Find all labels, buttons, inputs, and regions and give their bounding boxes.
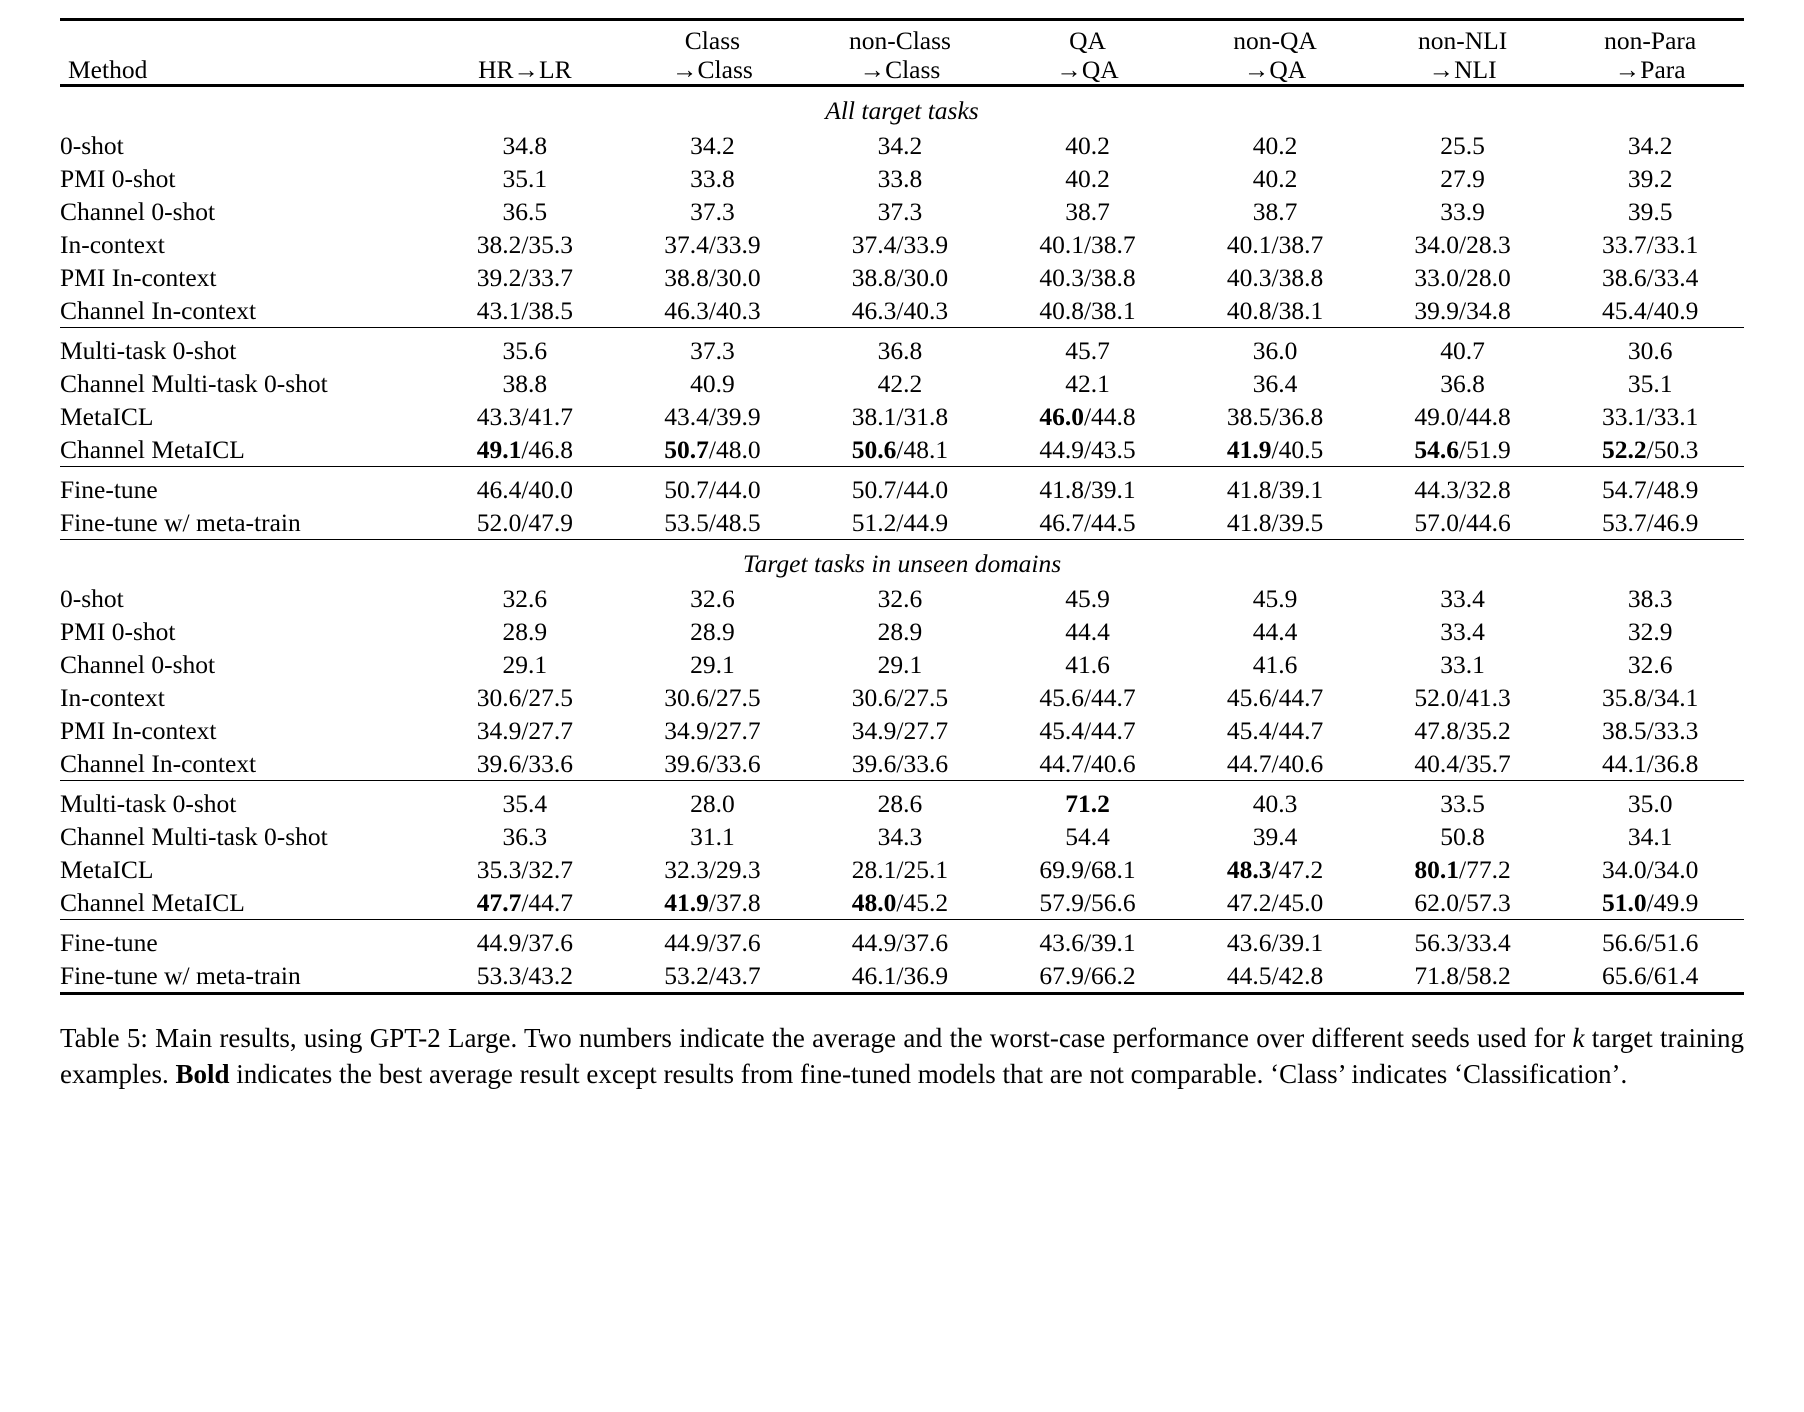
row-method-label: PMI 0-shot: [60, 164, 176, 194]
row-value: 41.8/39.1: [1039, 475, 1136, 505]
row-value: 40.4/35.7: [1414, 749, 1511, 779]
row-method-label: Channel Multi-task 0-shot: [60, 369, 328, 399]
row-value: 45.6/44.7: [1039, 683, 1136, 713]
row-value: 41.6: [1065, 650, 1110, 680]
caption-bold-word: Bold: [175, 1058, 230, 1089]
row-value: 39.6/33.6: [664, 749, 761, 779]
column-header-class-class: [619, 27, 807, 86]
row-value: 50.7/44.0: [851, 475, 949, 505]
table-row: [60, 681, 1744, 714]
row-value: 44.9/37.6: [664, 928, 761, 958]
row-value: 43.6/39.1: [1226, 928, 1324, 958]
row-value: 28.9: [502, 617, 548, 647]
row-value: 34.0/28.3: [1414, 230, 1511, 260]
row-value: 32.6: [502, 584, 548, 614]
row-value: 47.7/44.7: [476, 888, 574, 918]
row-value: 45.4/40.9: [1602, 296, 1699, 326]
row-value: 30.6/27.5: [664, 683, 761, 713]
row-value: 40.9: [690, 369, 735, 399]
header-line1: QA: [1069, 26, 1106, 55]
row-value: 38.8: [502, 369, 548, 399]
row-value: 47.8/35.2: [1414, 716, 1511, 746]
row-value: 39.5: [1627, 197, 1673, 227]
row-value: 33.9: [1440, 197, 1485, 227]
row-value: 52.0/47.9: [476, 508, 574, 538]
row-value: 37.3: [877, 197, 923, 227]
row-value: 40.3/38.8: [1226, 263, 1324, 293]
table-row: [60, 506, 1744, 540]
row-method-label: Fine-tune w/ meta-train: [60, 508, 301, 538]
row-value: 38.8/30.0: [664, 263, 761, 293]
row-value: 50.8: [1440, 822, 1485, 852]
row-method-label: PMI 0-shot: [60, 617, 176, 647]
row-value: 44.9/43.5: [1039, 435, 1136, 465]
row-value: 40.1/38.7: [1226, 230, 1324, 260]
row-value: 71.2: [1065, 789, 1110, 819]
row-value: 38.1/31.8: [851, 402, 949, 432]
row-value: 33.5: [1440, 789, 1485, 819]
row-value: 37.3: [690, 197, 735, 227]
header-line2: →Class: [672, 54, 753, 84]
row-value: 38.5/36.8: [1226, 402, 1324, 432]
row-value: 36.5: [502, 197, 548, 227]
row-value: 34.2: [877, 131, 923, 161]
row-value: 35.0: [1627, 789, 1673, 819]
row-value: 35.6: [502, 336, 548, 366]
header-line1: non-Class: [848, 26, 951, 55]
table-body: [60, 93, 1744, 999]
row-method-label: In-context: [60, 683, 165, 713]
section-title-row: [60, 546, 1744, 582]
row-value: 46.0/44.8: [1039, 402, 1136, 432]
row-value: 45.4/44.7: [1226, 716, 1324, 746]
row-value: 35.8/34.1: [1602, 683, 1699, 713]
row-value: 35.3/32.7: [476, 855, 574, 885]
row-value: 31.1: [690, 822, 735, 852]
row-value: 38.7: [1065, 197, 1110, 227]
row-value: 62.0/57.3: [1414, 888, 1511, 918]
caption-part3: indicates the best average result except results from fine-tuned models that are not comparable. ‘Class’ indicates ‘Classification’.: [229, 1058, 1628, 1089]
row-value: 46.1/36.9: [851, 961, 949, 991]
row-value: 40.2: [1065, 164, 1110, 194]
caption-part2: target training examples.: [60, 1023, 1744, 1089]
row-value: 44.4: [1065, 617, 1110, 647]
row-value: 39.6/33.6: [476, 749, 574, 779]
column-header-nonclass-class: [806, 27, 994, 86]
row-value: 34.9/27.7: [664, 716, 761, 746]
section-title-row: [60, 93, 1744, 129]
row-value: 49.1/46.8: [476, 435, 574, 465]
row-value: 50.7/44.0: [664, 475, 761, 505]
row-value: 40.2: [1065, 131, 1110, 161]
row-value: 44.9/37.6: [851, 928, 949, 958]
row-value: 39.6/33.6: [851, 749, 949, 779]
row-method-label: Channel 0-shot: [60, 650, 216, 680]
row-value: 29.1: [877, 650, 923, 680]
row-value: 57.0/44.6: [1414, 508, 1511, 538]
table-row: [60, 615, 1744, 648]
header-rule: [60, 86, 1744, 94]
column-header-nonpara-para: [1556, 27, 1744, 86]
row-value: 54.4: [1065, 822, 1110, 852]
row-method-label: Channel Multi-task 0-shot: [60, 822, 328, 852]
row-value: 38.2/35.3: [476, 230, 574, 260]
row-value: 39.9/34.8: [1414, 296, 1511, 326]
row-value: 40.2: [1252, 131, 1298, 161]
row-value: 50.7/48.0: [664, 435, 761, 465]
column-header-qa-qa: [994, 27, 1182, 86]
column-header-nonqa-qa: [1181, 27, 1369, 86]
row-value: 35.4: [502, 789, 548, 819]
table-row: [60, 334, 1744, 367]
row-value: 46.7/44.5: [1039, 508, 1136, 538]
header-line2: →NLI: [1428, 54, 1497, 84]
caption-label: Table 5:: [60, 1023, 148, 1054]
row-value: 40.2: [1252, 164, 1298, 194]
row-value: 39.2/33.7: [476, 263, 574, 293]
row-value: 46.3/40.3: [664, 296, 761, 326]
row-value: 34.2: [1627, 131, 1673, 161]
header-line2: →Class: [859, 54, 941, 84]
table-row: [60, 582, 1744, 615]
row-value: 44.7/40.6: [1226, 749, 1324, 779]
row-value: 37.4/33.9: [664, 230, 761, 260]
table-row: [60, 367, 1744, 400]
section-title: All target tasks: [825, 96, 979, 126]
row-value: 41.8/39.1: [1226, 475, 1324, 505]
row-value: 28.1/25.1: [851, 855, 949, 885]
table-row: [60, 129, 1744, 162]
row-value: 46.3/40.3: [851, 296, 949, 326]
row-value: 54.7/48.9: [1602, 475, 1699, 505]
row-value: 45.4/44.7: [1039, 716, 1136, 746]
row-value: 32.6: [690, 584, 735, 614]
row-value: 38.3: [1627, 584, 1673, 614]
row-value: 40.7: [1440, 336, 1485, 366]
row-value: 44.4: [1252, 617, 1298, 647]
row-value: 33.0/28.0: [1414, 263, 1511, 293]
row-value: 47.2/45.0: [1226, 888, 1324, 918]
row-value: 48.3/47.2: [1226, 855, 1324, 885]
row-value: 40.8/38.1: [1226, 296, 1324, 326]
header-line1: non-Para: [1604, 26, 1697, 55]
table-row: [60, 648, 1744, 681]
table-row: [60, 294, 1744, 328]
row-value: 30.6/27.5: [476, 683, 574, 713]
row-value: 44.1/36.8: [1602, 749, 1699, 779]
row-value: 44.7/40.6: [1039, 749, 1136, 779]
row-value: 36.8: [1440, 369, 1485, 399]
row-value: 32.9: [1627, 617, 1673, 647]
row-value: 53.7/46.9: [1602, 508, 1699, 538]
row-method-label: Fine-tune: [60, 928, 158, 958]
row-method-label: Channel MetaICL: [60, 888, 245, 918]
row-method-label: Channel MetaICL: [60, 435, 245, 465]
row-value: 34.0/34.0: [1602, 855, 1699, 885]
row-value: 33.1: [1440, 650, 1485, 680]
row-value: 40.3/38.8: [1039, 263, 1136, 293]
header-line1: HR→LR: [478, 54, 572, 84]
row-value: 33.4: [1440, 617, 1485, 647]
row-value: 43.3/41.7: [476, 402, 574, 432]
row-method-label: PMI In-context: [60, 716, 217, 746]
row-value: 33.1/33.1: [1602, 402, 1699, 432]
row-value: 40.8/38.1: [1039, 296, 1136, 326]
row-value: 71.8/58.2: [1414, 961, 1511, 991]
header-line2: →QA: [1056, 54, 1119, 84]
row-value: 33.8: [690, 164, 735, 194]
row-value: 40.1/38.7: [1039, 230, 1136, 260]
row-value: 45.9: [1252, 584, 1298, 614]
row-method-label: Multi-task 0-shot: [60, 789, 237, 819]
table-row: [60, 747, 1744, 781]
row-method-label: PMI In-context: [60, 263, 217, 293]
row-value: 44.3/32.8: [1414, 475, 1511, 505]
row-method-label: Channel In-context: [60, 749, 257, 779]
row-value: 43.1/38.5: [476, 296, 574, 326]
row-method-label: MetaICL: [60, 855, 154, 885]
row-value: 48.0/45.2: [851, 888, 949, 918]
row-value: 32.3/29.3: [664, 855, 761, 885]
row-value: 45.6/44.7: [1226, 683, 1324, 713]
table-caption: [60, 1021, 1744, 1092]
row-value: 38.7: [1252, 197, 1298, 227]
table-head: [60, 20, 1744, 94]
section-title: Target tasks in unseen domains: [742, 549, 1062, 579]
row-value: 38.8/30.0: [851, 263, 949, 293]
column-header-nonnli-nli: [1369, 27, 1557, 86]
row-value: 34.3: [877, 822, 923, 852]
row-value: 30.6/27.5: [851, 683, 949, 713]
row-value: 52.0/41.3: [1414, 683, 1511, 713]
row-value: 42.2: [877, 369, 923, 399]
row-value: 69.9/68.1: [1039, 855, 1136, 885]
row-value: 53.5/48.5: [664, 508, 761, 538]
caption-italic-k: k: [1572, 1023, 1585, 1054]
row-value: 44.9/37.6: [476, 928, 574, 958]
row-value: 56.6/51.6: [1602, 928, 1699, 958]
row-method-label: MetaICL: [60, 402, 154, 432]
row-value: 43.6/39.1: [1039, 928, 1136, 958]
header-line1: Method: [68, 54, 148, 84]
caption-part1: Main results, using GPT-2 Large. Two numbers indicate the average and the worst-case performance over different seeds used for: [147, 1023, 1573, 1054]
table-row: [60, 926, 1744, 959]
row-value: 28.0: [690, 789, 735, 819]
row-value: 27.9: [1440, 164, 1485, 194]
row-value: 44.5/42.8: [1226, 961, 1324, 991]
row-value: 36.8: [877, 336, 923, 366]
row-method-label: Fine-tune w/ meta-train: [60, 961, 301, 991]
row-value: 37.4/33.9: [851, 230, 949, 260]
table-row: [60, 433, 1744, 467]
row-value: 52.2/50.3: [1602, 435, 1699, 465]
row-value: 54.6/51.9: [1414, 435, 1511, 465]
bottom-rule: [60, 994, 1744, 1000]
row-value: 41.9/40.5: [1226, 435, 1324, 465]
table-row: [60, 162, 1744, 195]
header-line2: →QA: [1243, 54, 1307, 84]
table-row: [60, 473, 1744, 506]
results-table: [60, 18, 1744, 999]
row-value: 36.3: [502, 822, 548, 852]
row-method-label: Channel In-context: [60, 296, 257, 326]
row-value: 80.1/77.2: [1414, 855, 1511, 885]
row-method-label: 0-shot: [60, 584, 124, 614]
row-value: 32.6: [877, 584, 923, 614]
row-method-label: Multi-task 0-shot: [60, 336, 237, 366]
row-method-label: Fine-tune: [60, 475, 158, 505]
row-value: 38.6/33.4: [1602, 263, 1699, 293]
row-value: 50.6/48.1: [851, 435, 949, 465]
table-row: [60, 400, 1744, 433]
row-value: 32.6: [1627, 650, 1673, 680]
row-value: 65.6/61.4: [1602, 961, 1699, 991]
row-value: 45.9: [1065, 584, 1110, 614]
row-value: 56.3/33.4: [1414, 928, 1511, 958]
row-value: 33.4: [1440, 584, 1485, 614]
table-row: [60, 959, 1744, 994]
row-value: 53.2/43.7: [664, 961, 761, 991]
row-method-label: 0-shot: [60, 131, 124, 161]
row-value: 37.3: [690, 336, 735, 366]
row-value: 45.7: [1065, 336, 1110, 366]
table-row: [60, 195, 1744, 228]
table-row: [60, 228, 1744, 261]
row-value: 34.1: [1627, 822, 1673, 852]
row-value: 33.8: [877, 164, 923, 194]
row-value: 42.1: [1065, 369, 1110, 399]
row-value: 36.4: [1252, 369, 1298, 399]
row-value: 67.9/66.2: [1039, 961, 1136, 991]
table-row: [60, 261, 1744, 294]
table-row: [60, 787, 1744, 820]
table-row: [60, 886, 1744, 920]
row-value: 34.9/27.7: [851, 716, 949, 746]
row-value: 28.9: [690, 617, 735, 647]
row-value: 38.5/33.3: [1602, 716, 1699, 746]
row-value: 39.2: [1627, 164, 1673, 194]
row-value: 29.1: [690, 650, 735, 680]
header-line1: non-QA: [1233, 26, 1317, 55]
row-value: 36.0: [1252, 336, 1298, 366]
row-value: 51.0/49.9: [1602, 888, 1699, 918]
row-value: 39.4: [1252, 822, 1298, 852]
header-line1: Class: [684, 26, 741, 55]
row-value: 34.9/27.7: [476, 716, 574, 746]
row-value: 35.1: [502, 164, 548, 194]
row-value: 57.9/56.6: [1039, 888, 1136, 918]
row-method-label: In-context: [60, 230, 165, 260]
column-header-method: [60, 27, 431, 86]
row-value: 28.6: [877, 789, 923, 819]
row-method-label: Channel 0-shot: [60, 197, 216, 227]
table-row: [60, 714, 1744, 747]
table-row: [60, 853, 1744, 886]
row-value: 30.6: [1627, 336, 1673, 366]
column-header-hr-lr: [431, 27, 619, 86]
row-value: 51.2/44.9: [851, 508, 949, 538]
row-value: 25.5: [1440, 131, 1485, 161]
header-line2: →Para: [1614, 54, 1686, 84]
row-value: 34.2: [690, 131, 735, 161]
row-value: 40.3: [1252, 789, 1298, 819]
row-value: 29.1: [502, 650, 548, 680]
row-value: 53.3/43.2: [476, 961, 574, 991]
header-row: [60, 27, 1744, 86]
row-value: 34.8: [502, 131, 548, 161]
row-value: 41.8/39.5: [1226, 508, 1324, 538]
row-value: 28.9: [877, 617, 923, 647]
table-row: [60, 820, 1744, 853]
row-value: 49.0/44.8: [1414, 402, 1511, 432]
row-value: 43.4/39.9: [664, 402, 761, 432]
row-value: 41.6: [1252, 650, 1298, 680]
row-value: 41.9/37.8: [664, 888, 761, 918]
row-value: 35.1: [1627, 369, 1673, 399]
header-line1: non-NLI: [1417, 26, 1508, 55]
row-value: 33.7/33.1: [1602, 230, 1699, 260]
row-value: 46.4/40.0: [476, 475, 574, 505]
